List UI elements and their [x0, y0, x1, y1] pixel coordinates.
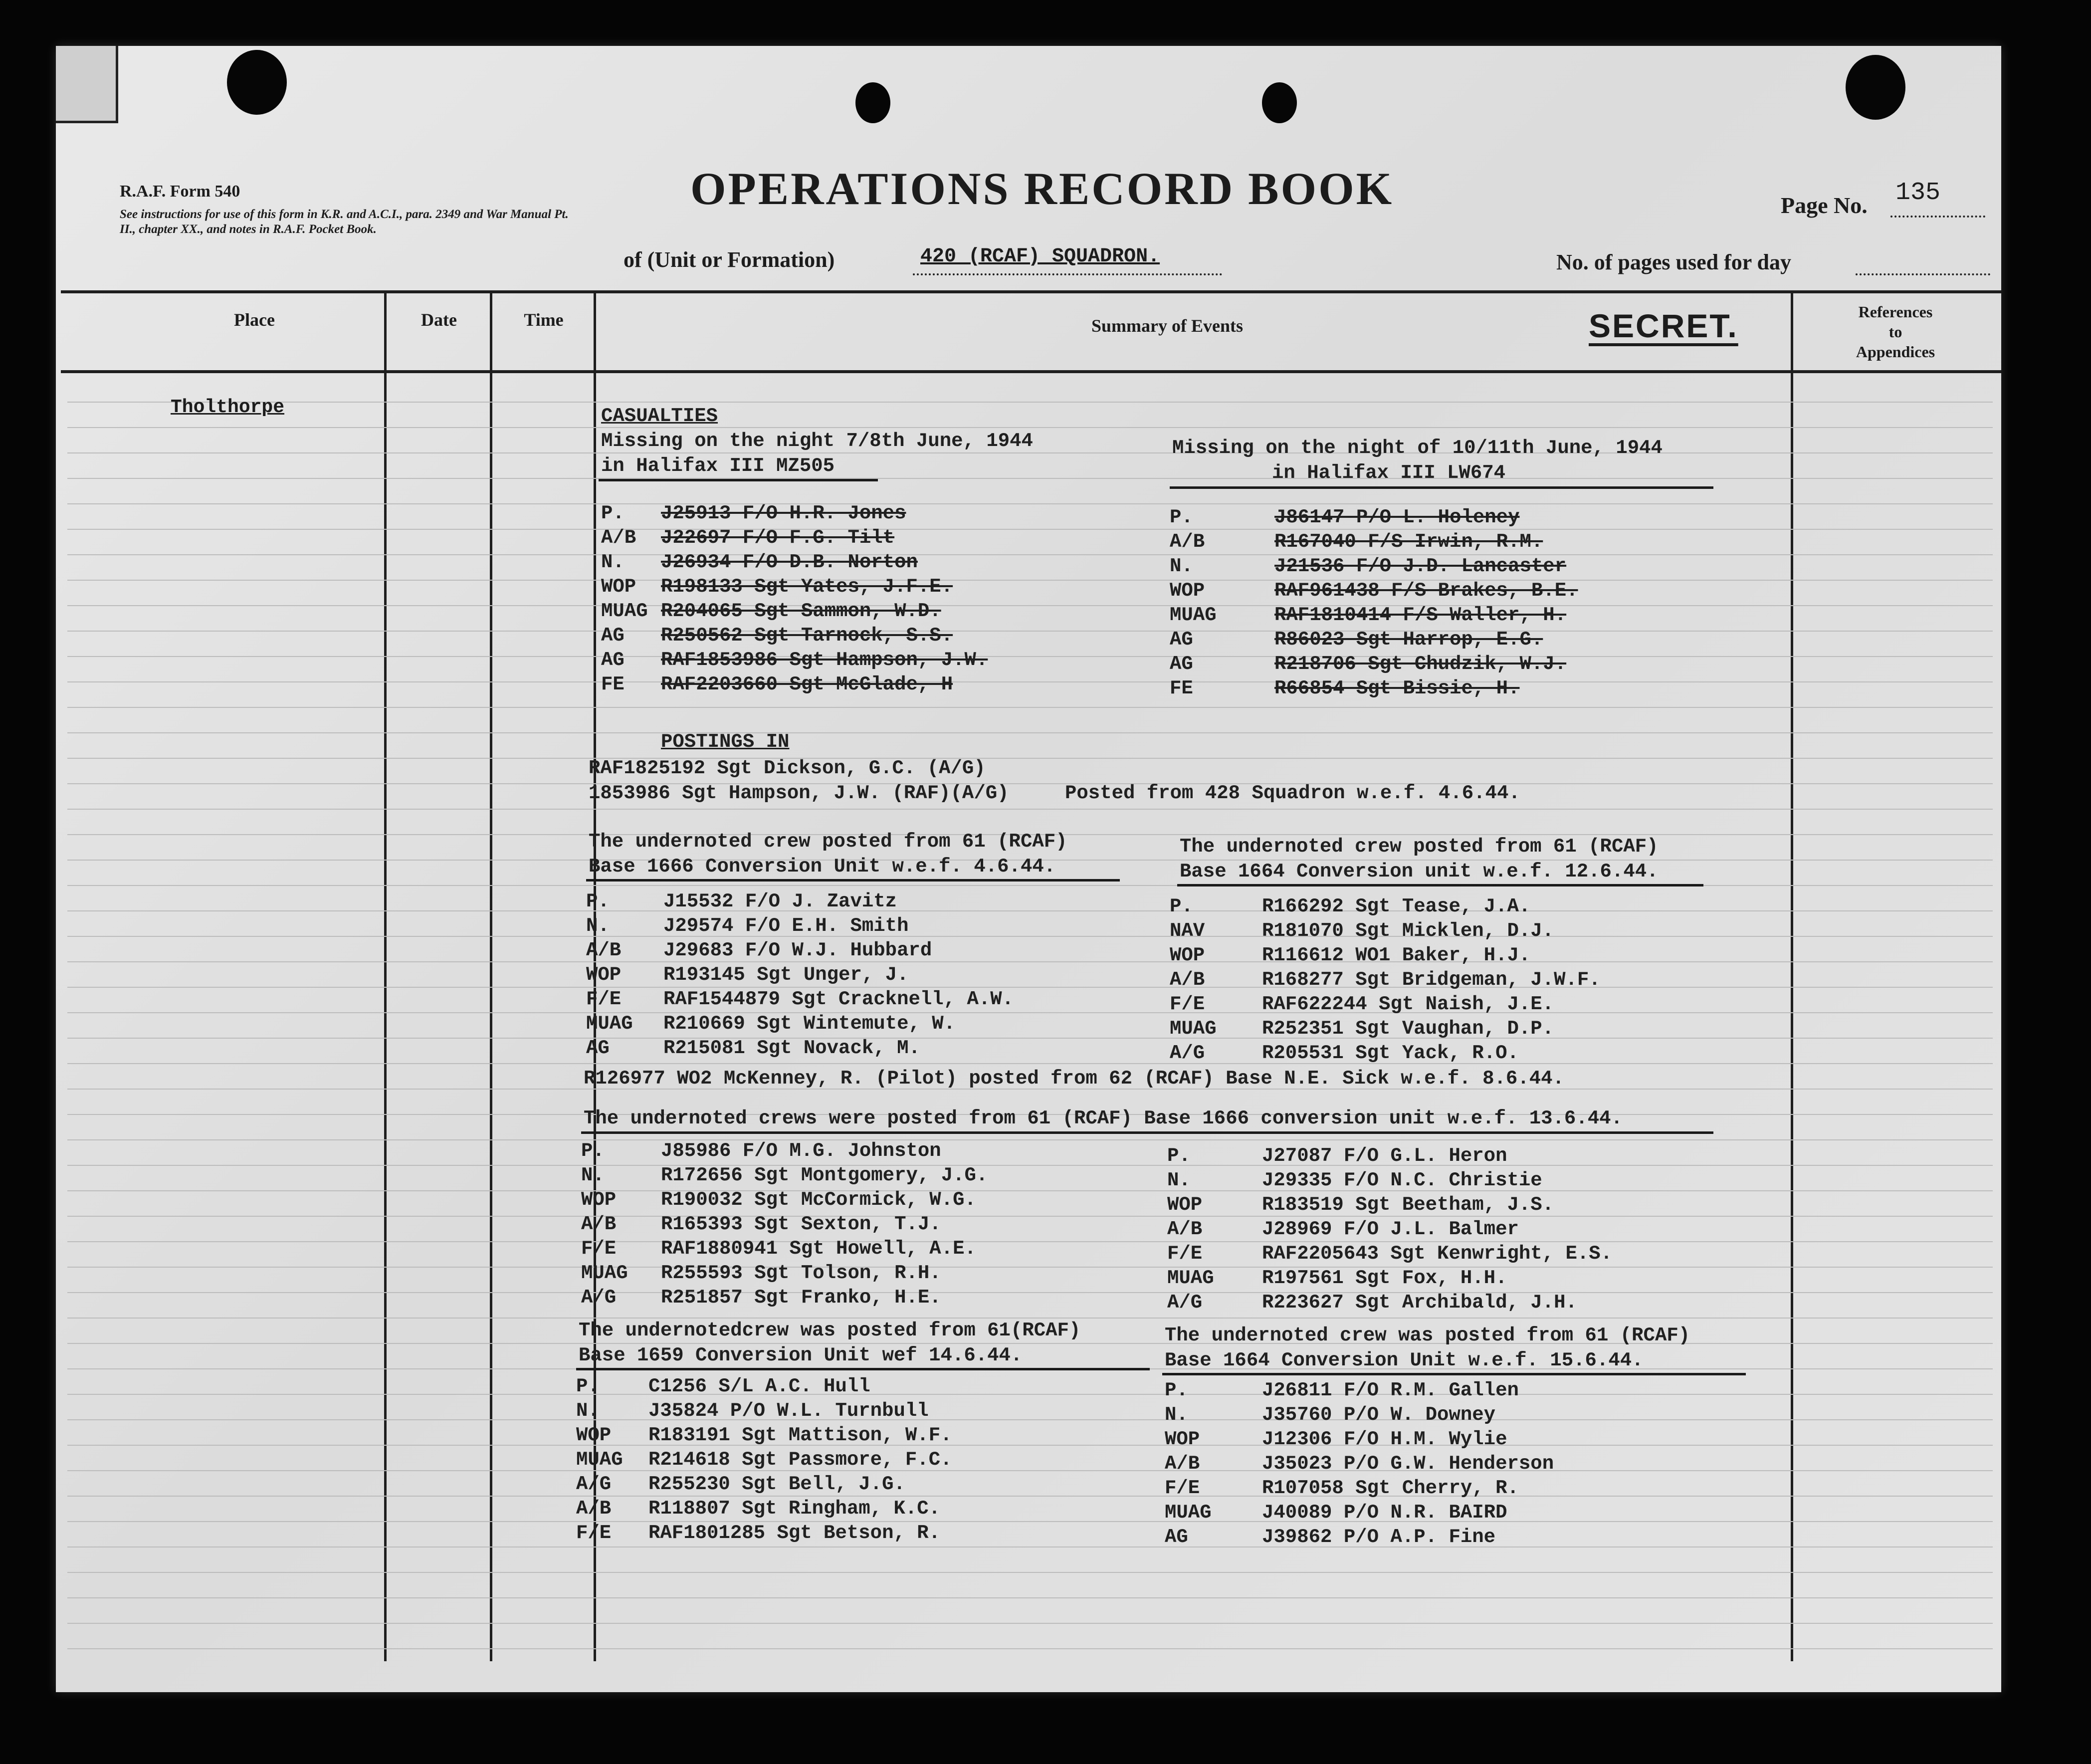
references-line-3: Appendices	[1856, 343, 1935, 361]
pages-used-line	[1856, 273, 1990, 275]
crew-row	[0, 604, 2091, 628]
crew-member: R197561 Sgt Fox, H.H.	[1262, 1267, 1507, 1289]
crew-member: J85986 F/O M.G. Johnston	[661, 1140, 941, 1162]
ruled-line	[67, 1597, 1993, 1598]
secret-stamp: SECRET.	[1589, 307, 1738, 344]
crew-role: AG	[601, 625, 625, 647]
crew-role: P.	[1170, 506, 1193, 528]
crew-member: R118807 Sgt Ringham, K.C.	[648, 1498, 941, 1520]
crew-member: R116612 WO1 Baker, H.J.	[1262, 944, 1531, 966]
underline	[576, 1368, 1150, 1370]
crew-row	[0, 580, 2091, 604]
crew-row	[0, 944, 2091, 968]
crew-member: J25913 F/O H.R. Jones	[661, 502, 906, 524]
crew-role: AG	[1170, 653, 1193, 675]
crew-role: P.	[581, 1140, 605, 1162]
corner-fold	[56, 46, 118, 123]
crew-role: WOP	[1170, 944, 1205, 966]
crew-row	[0, 1169, 2091, 1193]
ruled-line	[67, 427, 1993, 428]
crew-member: R223627 Sgt Archibald, J.H.	[1262, 1292, 1577, 1314]
crew-row	[0, 920, 2091, 944]
punch-hole	[1846, 55, 1905, 120]
crew-member: RAF1801285 Sgt Betson, R.	[648, 1522, 941, 1544]
crew-row	[0, 677, 2091, 701]
crew-row	[0, 1145, 2091, 1169]
crew-row	[0, 506, 2091, 530]
crew-member: R198133 Sgt Yates, J.F.E.	[661, 576, 953, 598]
crew-member: J26811 F/O R.M. Gallen	[1262, 1379, 1519, 1401]
crew-member: R167040 F/S Irwin, R.M.	[1274, 531, 1543, 553]
crew-role: F/E	[1170, 993, 1205, 1015]
crew-role: A/B	[1170, 531, 1205, 553]
crew-member: J39862 P/O A.P. Fine	[1262, 1526, 1496, 1548]
punch-hole	[855, 82, 890, 123]
crew-row	[0, 969, 2091, 993]
crew-member: J21536 F/O J.D. Lancaster	[1274, 555, 1567, 577]
crew-member: RAF1853986 Sgt Hampson, J.W.	[661, 649, 988, 671]
crew-member: J35824 P/O W.L. Turnbull	[648, 1400, 929, 1422]
page-number-value: 135	[1895, 179, 1941, 207]
crew-role: WOP	[601, 576, 636, 598]
casualties-right-title-2: in Halifax III LW674	[1272, 462, 1506, 484]
crew-member: J86147 P/O L. Holeney	[1274, 506, 1520, 528]
crew-role: N.	[601, 551, 625, 573]
column-time: Time	[524, 310, 564, 330]
ruled-line	[67, 809, 1993, 810]
crew-role: N.	[1170, 555, 1193, 577]
crew-role: N.	[581, 1164, 605, 1186]
crew-role: F/E	[586, 988, 622, 1010]
crew-role: A/B	[581, 1213, 617, 1235]
crew-member: RAF2205643 Sgt Kenwright, E.S.	[1262, 1243, 1613, 1265]
crew-row	[0, 653, 2091, 677]
crew-role: WOP	[1167, 1194, 1203, 1216]
crew-role: WOP	[576, 1424, 612, 1446]
crew-member: R183519 Sgt Beetham, J.S.	[1262, 1194, 1554, 1216]
ruled-line	[67, 783, 1993, 784]
table-top-border	[61, 290, 2001, 293]
crew-role: WOP	[586, 964, 622, 986]
crew-row	[0, 1292, 2091, 1316]
form-number: R.A.F. Form 540	[120, 182, 240, 201]
crew-member: R255593 Sgt Tolson, R.H.	[661, 1262, 941, 1284]
casualties-left-title-1: Missing on the night 7/8th June, 1944	[601, 430, 1033, 452]
crew-member: R214618 Sgt Passmore, F.C.	[648, 1449, 952, 1471]
references-line-1: References	[1858, 303, 1933, 321]
crew3-right-title-2: Base 1664 Conversion Unit w.e.f. 15.6.44.	[1165, 1349, 1644, 1371]
crew-role: N.	[576, 1400, 600, 1422]
ruled-line	[67, 402, 1993, 403]
crew-role: WOP	[1170, 580, 1205, 602]
postings-line-1: RAF1825192 Sgt Dickson, G.C. (A/G)	[589, 757, 986, 779]
crew-role: N.	[1165, 1404, 1188, 1426]
crew-role: FE	[1170, 677, 1193, 699]
unit-value: 420 (RCAF) SQUADRON.	[920, 245, 1160, 268]
underline	[581, 1131, 1713, 1134]
crew1-left-title-1: The undernoted crew posted from 61 (RCAF)	[589, 831, 1067, 853]
crew-role: AG	[601, 649, 625, 671]
crew-role: MUAG	[586, 1013, 633, 1035]
crew-row	[0, 1379, 2091, 1403]
pages-used-label: No. of pages used for day	[1556, 250, 1792, 274]
crew-role: P.	[1170, 895, 1193, 917]
crew-role: MUAG	[601, 600, 648, 622]
crew-role: MUAG	[1170, 604, 1217, 626]
crew-member: R168277 Sgt Bridgeman, J.W.F.	[1262, 969, 1601, 991]
punch-hole	[227, 50, 287, 115]
crew-member: RAF1810414 F/S Waller, H.	[1274, 604, 1567, 626]
crew1-right-title-1: The undernoted crew posted from 61 (RCAF)	[1180, 836, 1659, 858]
postings-heading: POSTINGS IN	[661, 731, 790, 753]
crew-member: J12306 F/O H.M. Wylie	[1262, 1428, 1507, 1450]
crew-role: P.	[601, 502, 625, 524]
punch-hole	[1262, 82, 1297, 123]
column-summary: Summary of Events	[1091, 316, 1243, 336]
postings-line-2: 1853986 Sgt Hampson, J.W. (RAF)(A/G)	[589, 782, 1009, 804]
underline	[1177, 884, 1703, 886]
crew-member: R183191 Sgt Mattison, W.F.	[648, 1424, 952, 1446]
table-header-border	[61, 370, 2001, 373]
crew-member: J35760 P/O W. Downey	[1262, 1404, 1496, 1426]
crew3-right-title-1: The undernoted crew was posted from 61 (RCAF)	[1165, 1324, 1690, 1346]
crew-member: R251857 Sgt Franko, H.E.	[661, 1287, 941, 1309]
crew-role: A/B	[1170, 969, 1205, 991]
crew-row	[0, 555, 2091, 579]
crew-row	[0, 1526, 2091, 1550]
crew-member: R204065 Sgt Sammon, W.D.	[661, 600, 941, 622]
crew-role: AG	[1165, 1526, 1188, 1548]
crew-member: J40089 P/O N.R. BAIRD	[1262, 1502, 1507, 1524]
crew-member: R86023 Sgt Harrop, E.G.	[1274, 629, 1543, 651]
crew-role: NAV	[1170, 920, 1205, 942]
crew-member: RAF1880941 Sgt Howell, A.E.	[661, 1238, 976, 1260]
casualties-heading: CASUALTIES	[601, 405, 718, 427]
crew3-left-title-2: Base 1659 Conversion Unit wef 14.6.44.	[579, 1344, 1023, 1366]
crew-row	[0, 531, 2091, 555]
crew1-right-title-2: Base 1664 Conversion unit w.e.f. 12.6.44.	[1180, 861, 1659, 882]
crew-member: J29335 F/O N.C. Christie	[1262, 1169, 1542, 1191]
pilot-posting-line: R126977 WO2 McKenney, R. (Pilot) posted from 62 (RCAF) Base N.E. Sick w.e.f. 8.6.44.	[584, 1068, 1564, 1090]
crew-member: RAF961438 F/S Brakes, B.E.	[1274, 580, 1578, 602]
crew-member: R66854 Sgt Bissie, H.	[1274, 677, 1520, 699]
crew3-left-title-1: The undernotedcrew was posted from 61(RCAF)	[579, 1320, 1081, 1341]
casualties-right-title-1: Missing on the night of 10/11th June, 1944	[1172, 437, 1663, 459]
crew-role: F/E	[1167, 1243, 1203, 1265]
crew-role: A/G	[1167, 1292, 1203, 1314]
crew2-title: The undernoted crews were posted from 61 (RCAF) Base 1666 conversion unit w.e.f. 13.6.44.	[584, 1107, 1623, 1129]
crew-row	[0, 1453, 2091, 1477]
crew-role: AG	[1170, 629, 1193, 651]
ruled-line	[67, 1572, 1993, 1573]
crew-role: A/B	[586, 939, 622, 961]
crew-role: A/B	[1167, 1218, 1203, 1240]
crew-member: J26934 F/O D.B. Norton	[661, 551, 918, 573]
crew-role: P.	[1167, 1145, 1191, 1167]
column-date: Date	[421, 310, 457, 330]
crew-row	[0, 1267, 2091, 1291]
ruled-line	[67, 1343, 1993, 1344]
crew-member: R107058 Sgt Cherry, R.	[1262, 1477, 1519, 1499]
crew-member: R193145 Sgt Unger, J.	[663, 964, 909, 986]
ruled-line	[67, 452, 1993, 453]
crew1-left-title-2: Base 1666 Conversion Unit w.e.f. 4.6.44.	[589, 856, 1056, 878]
crew-member: RAF1544879 Sgt Cracknell, A.W.	[663, 988, 1014, 1010]
crew-role: MUAG	[581, 1262, 628, 1284]
crew-member: R215081 Sgt Novack, M.	[663, 1037, 920, 1059]
crew-row	[0, 1218, 2091, 1242]
crew-row	[0, 993, 2091, 1017]
crew-member: R166292 Sgt Tease, J.A.	[1262, 895, 1531, 917]
ruled-line	[67, 732, 1993, 733]
crew-member: R250562 Sgt Tarnock, S.S.	[661, 625, 953, 647]
crew-role: AG	[586, 1037, 610, 1059]
crew-member: J29683 F/O W.J. Hubbard	[663, 939, 932, 961]
crew-role: A/G	[581, 1287, 617, 1309]
ruled-line	[67, 1648, 1993, 1649]
page-number-line	[1890, 216, 1985, 218]
underline	[586, 879, 1120, 882]
crew-member: RAF2203660 Sgt McGlade, H	[661, 673, 953, 695]
underline	[1170, 486, 1713, 489]
crew-member: R165393 Sgt Sexton, T.J.	[661, 1213, 941, 1235]
column-references	[1816, 302, 1975, 362]
crew-role: A/B	[601, 527, 636, 549]
underline	[599, 479, 878, 481]
crew-role: MUAG	[1170, 1018, 1217, 1040]
crew-row	[0, 1428, 2091, 1452]
postings-line-2-note: Posted from 428 Squadron w.e.f. 4.6.44.	[1065, 782, 1520, 804]
crew-role: A/G	[576, 1473, 612, 1495]
crew-row	[0, 1194, 2091, 1218]
ruled-line	[67, 885, 1993, 886]
crew-member: C1256 S/L A.C. Hull	[648, 1375, 870, 1397]
crew-member: J22697 F/O F.G. Tilt	[661, 527, 895, 549]
crew-role: MUAG	[1167, 1267, 1214, 1289]
crew-role: FE	[601, 673, 625, 695]
crew-member: R252351 Sgt Vaughan, D.P.	[1262, 1018, 1554, 1040]
crew-role: F/E	[581, 1238, 617, 1260]
form-instructions: See instructions for use of this form in K.R. and A.C.I., para. 2349 and War Manual Pt. II., chapter XX., and notes in R.A.F. Pocket Book.	[120, 208, 569, 236]
crew-role: F/E	[576, 1522, 612, 1544]
unit-label: of (Unit or Formation)	[624, 247, 835, 272]
ruled-line	[67, 758, 1993, 759]
crew-role: N.	[586, 915, 610, 937]
crew-role: P.	[576, 1375, 600, 1397]
crew-row	[0, 1477, 2091, 1501]
crew-member: R190032 Sgt McCormick, W.G.	[661, 1189, 976, 1211]
crew-member: R205531 Sgt Yack, R.O.	[1262, 1042, 1519, 1064]
crew-member: R210669 Sgt Wintemute, W.	[663, 1013, 956, 1035]
crew-member: J35023 P/O G.W. Henderson	[1262, 1453, 1554, 1475]
page-title: OPERATIONS RECORD BOOK	[690, 163, 1394, 214]
crew-row	[0, 1502, 2091, 1526]
crew-role: P.	[586, 890, 610, 912]
crew-member: J29574 F/O E.H. Smith	[663, 915, 909, 937]
crew-row	[0, 895, 2091, 919]
crew-role: F/E	[1165, 1477, 1200, 1499]
crew-role: N.	[1167, 1169, 1191, 1191]
crew-role: MUAG	[1165, 1502, 1212, 1524]
crew-row	[0, 629, 2091, 653]
crew-member: J27087 F/O G.L. Heron	[1262, 1145, 1507, 1167]
references-line-2: to	[1888, 323, 1902, 341]
unit-line	[913, 273, 1222, 275]
crew-role: MUAG	[576, 1449, 623, 1471]
crew-row	[0, 1243, 2091, 1267]
crew-role: WOP	[1165, 1428, 1200, 1450]
crew-row	[0, 1404, 2091, 1428]
place-value: Tholthorpe	[171, 397, 285, 418]
crew-member: R218706 Sgt Chudzik, W.J.	[1274, 653, 1567, 675]
ruled-line	[67, 1318, 1993, 1319]
crew-role: A/B	[1165, 1453, 1200, 1475]
crew-role: WOP	[581, 1189, 617, 1211]
ruled-line	[67, 707, 1993, 708]
crew-row	[0, 1018, 2091, 1042]
crew-member: J28969 F/O J.L. Balmer	[1262, 1218, 1519, 1240]
crew-member: R172656 Sgt Montgomery, J.G.	[661, 1164, 988, 1186]
crew-member: J15532 F/O J. Zavitz	[663, 890, 897, 912]
crew-member: R255230 Sgt Bell, J.G.	[648, 1473, 905, 1495]
crew-role: A/G	[1170, 1042, 1205, 1064]
crew-row	[0, 1042, 2091, 1066]
ruled-line	[67, 478, 1993, 479]
crew-member: RAF622244 Sgt Naish, J.E.	[1262, 993, 1554, 1015]
crew-role: P.	[1165, 1379, 1188, 1401]
casualties-left-title-2: in Halifax III MZ505	[601, 455, 835, 477]
column-place: Place	[234, 310, 275, 330]
crew-member: R181070 Sgt Micklen, D.J.	[1262, 920, 1554, 942]
page-number-label: Page No.	[1781, 193, 1868, 218]
crew-role: A/B	[576, 1498, 612, 1520]
ruled-line	[67, 1623, 1993, 1624]
